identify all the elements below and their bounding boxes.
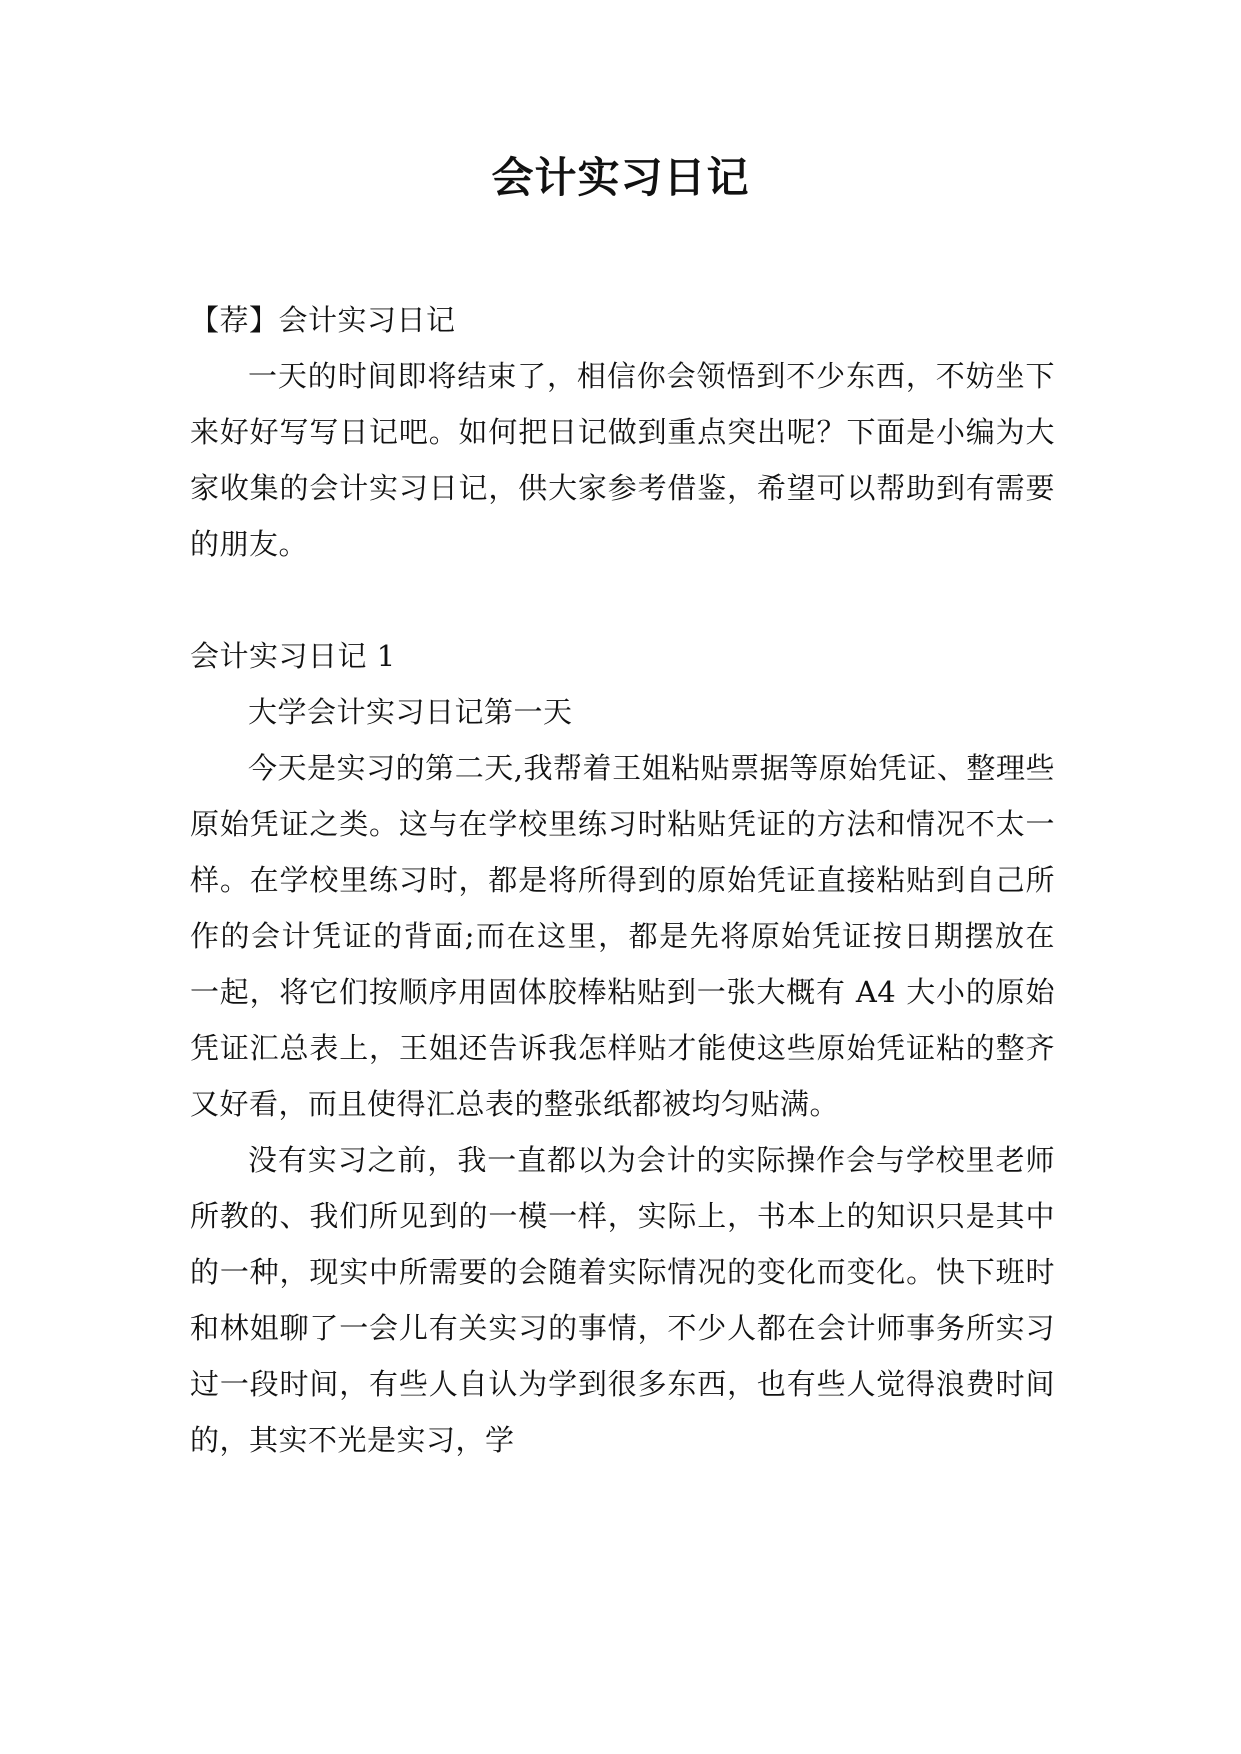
body-paragraph-2: 没有实习之前，我一直都以为会计的实际操作会与学校里老师所教的、我们所见到的一模一样，实际上，书本上的知识只是其中的一种，现实中所需要的会随着实际情况的变化而变化。快下班时和林姐聊了一会儿有关实习的事情，不少人都在会计师事务所实习过一段时间，有些人自认为学到很多东西，也有些人觉得浪费时间的，其实不光是实习，学: [190, 1143, 1055, 1457]
paragraph-gap: [190, 572, 1055, 628]
document-body: [190, 292, 1055, 1468]
body-paragraph-1: 今天是实习的第二天,我帮着王姐粘贴票据等原始凭证、整理些原始凭证之类。这与在学校里练习时粘贴凭证的方法和情况不太一样。在学校里练习时，都是将所得到的原始凭证直接粘贴到自己所作的会计凭证的背面;而在这里，都是先将原始凭证按日期摆放在一起，将它们按顺序用固体胶棒粘贴到一张大概有 A4 大小的原始凭证汇总表上，王姐还告诉我怎样贴才能使这些原始凭证粘的整齐又好看，而且使得汇总表的整张纸都被均匀贴满。: [190, 751, 1055, 1121]
page-title: 会计实习日记: [491, 153, 750, 202]
subtitle: 【荐】会计实习日记: [190, 303, 456, 337]
section-subheading: 大学会计实习日记第一天: [248, 695, 573, 729]
section-heading: 会计实习日记 1: [190, 639, 396, 673]
intro-paragraph: 一天的时间即将结束了，相信你会领悟到不少东西，不妨坐下来好好写写日记吧。如何把日记做到重点突出呢？下面是小编为大家收集的会计实习日记，供大家参考借鉴，希望可以帮助到有需要的朋友。: [190, 359, 1055, 561]
